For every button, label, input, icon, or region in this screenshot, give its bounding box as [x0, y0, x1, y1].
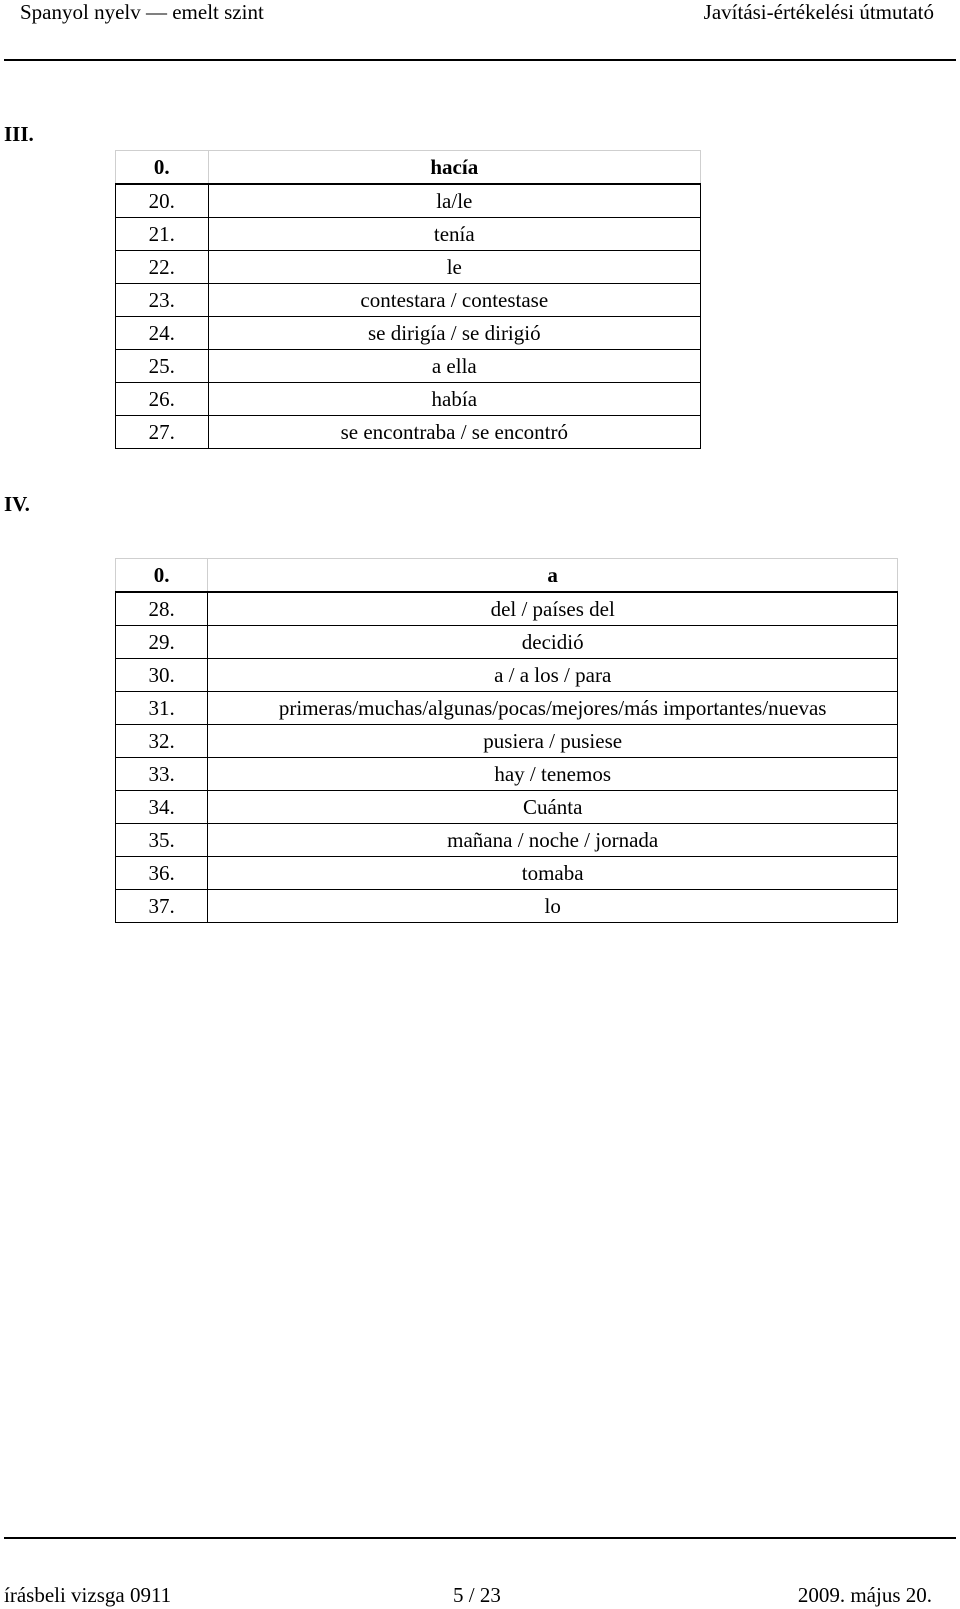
item-answer: a ella [208, 350, 700, 383]
item-number: 0. [116, 151, 209, 185]
footer-exam-code: írásbeli vizsga 0911 [4, 1583, 172, 1607]
example-row [116, 559, 898, 593]
header-divider [4, 59, 956, 61]
item-number: 22. [116, 251, 209, 284]
item-number: 33. [116, 758, 208, 791]
item-answer: hacía [208, 151, 700, 185]
footer-divider [4, 1537, 956, 1539]
item-answer: decidió [208, 626, 898, 659]
item-number: 26. [116, 383, 209, 416]
header-subject: Spanyol nyelv — emelt szint [20, 0, 264, 24]
item-number: 29. [116, 626, 208, 659]
item-number: 25. [116, 350, 209, 383]
item-answer: mañana / noche / jornada [208, 824, 898, 857]
item-answer: primeras/muchas/algunas/pocas/mejores/más importantes/nuevas [208, 692, 898, 725]
footer-page-number: 5 / 23 [453, 1583, 501, 1607]
item-number: 24. [116, 317, 209, 350]
item-number: 32. [116, 725, 208, 758]
table-row [116, 626, 898, 659]
item-answer: se dirigía / se dirigió [208, 317, 700, 350]
item-answer: contestara / contestase [208, 284, 700, 317]
section-label-iv: IV. [4, 492, 30, 516]
table-row [116, 383, 701, 416]
table-row [116, 184, 701, 218]
item-number: 0. [116, 559, 208, 593]
item-answer: pusiera / pusiese [208, 725, 898, 758]
table-row [116, 317, 701, 350]
table-row [116, 592, 898, 626]
item-number: 21. [116, 218, 209, 251]
table-row [116, 350, 701, 383]
item-answer: había [208, 383, 700, 416]
table-row [116, 890, 898, 923]
item-answer: la/le [208, 184, 700, 218]
table-row [116, 824, 898, 857]
item-answer: lo [208, 890, 898, 923]
item-answer: tomaba [208, 857, 898, 890]
item-number: 34. [116, 791, 208, 824]
table-row [116, 284, 701, 317]
item-number: 37. [116, 890, 208, 923]
item-number: 35. [116, 824, 208, 857]
table-row [116, 218, 701, 251]
item-number: 20. [116, 184, 209, 218]
item-number: 28. [116, 592, 208, 626]
table-row [116, 857, 898, 890]
item-answer: se encontraba / se encontró [208, 416, 700, 449]
item-number: 30. [116, 659, 208, 692]
section-label-iii: III. [4, 122, 34, 146]
item-number: 36. [116, 857, 208, 890]
item-number: 23. [116, 284, 209, 317]
item-answer: a [208, 559, 898, 593]
example-row [116, 151, 701, 185]
item-answer: a / a los / para [208, 659, 898, 692]
item-answer: le [208, 251, 700, 284]
table-row [116, 251, 701, 284]
table-row [116, 659, 898, 692]
table-row [116, 416, 701, 449]
table-row [116, 758, 898, 791]
item-answer: Cuánta [208, 791, 898, 824]
table-row [116, 791, 898, 824]
item-answer: tenía [208, 218, 700, 251]
table-row [116, 725, 898, 758]
item-answer: del / países del [208, 592, 898, 626]
answer-table-iii [115, 150, 701, 449]
table-row [116, 692, 898, 725]
answer-table-iv [115, 558, 898, 923]
header-document-type: Javítási-értékelési útmutató [703, 0, 934, 24]
item-number: 27. [116, 416, 209, 449]
footer-date: 2009. május 20. [797, 1583, 932, 1607]
item-answer: hay / tenemos [208, 758, 898, 791]
item-number: 31. [116, 692, 208, 725]
